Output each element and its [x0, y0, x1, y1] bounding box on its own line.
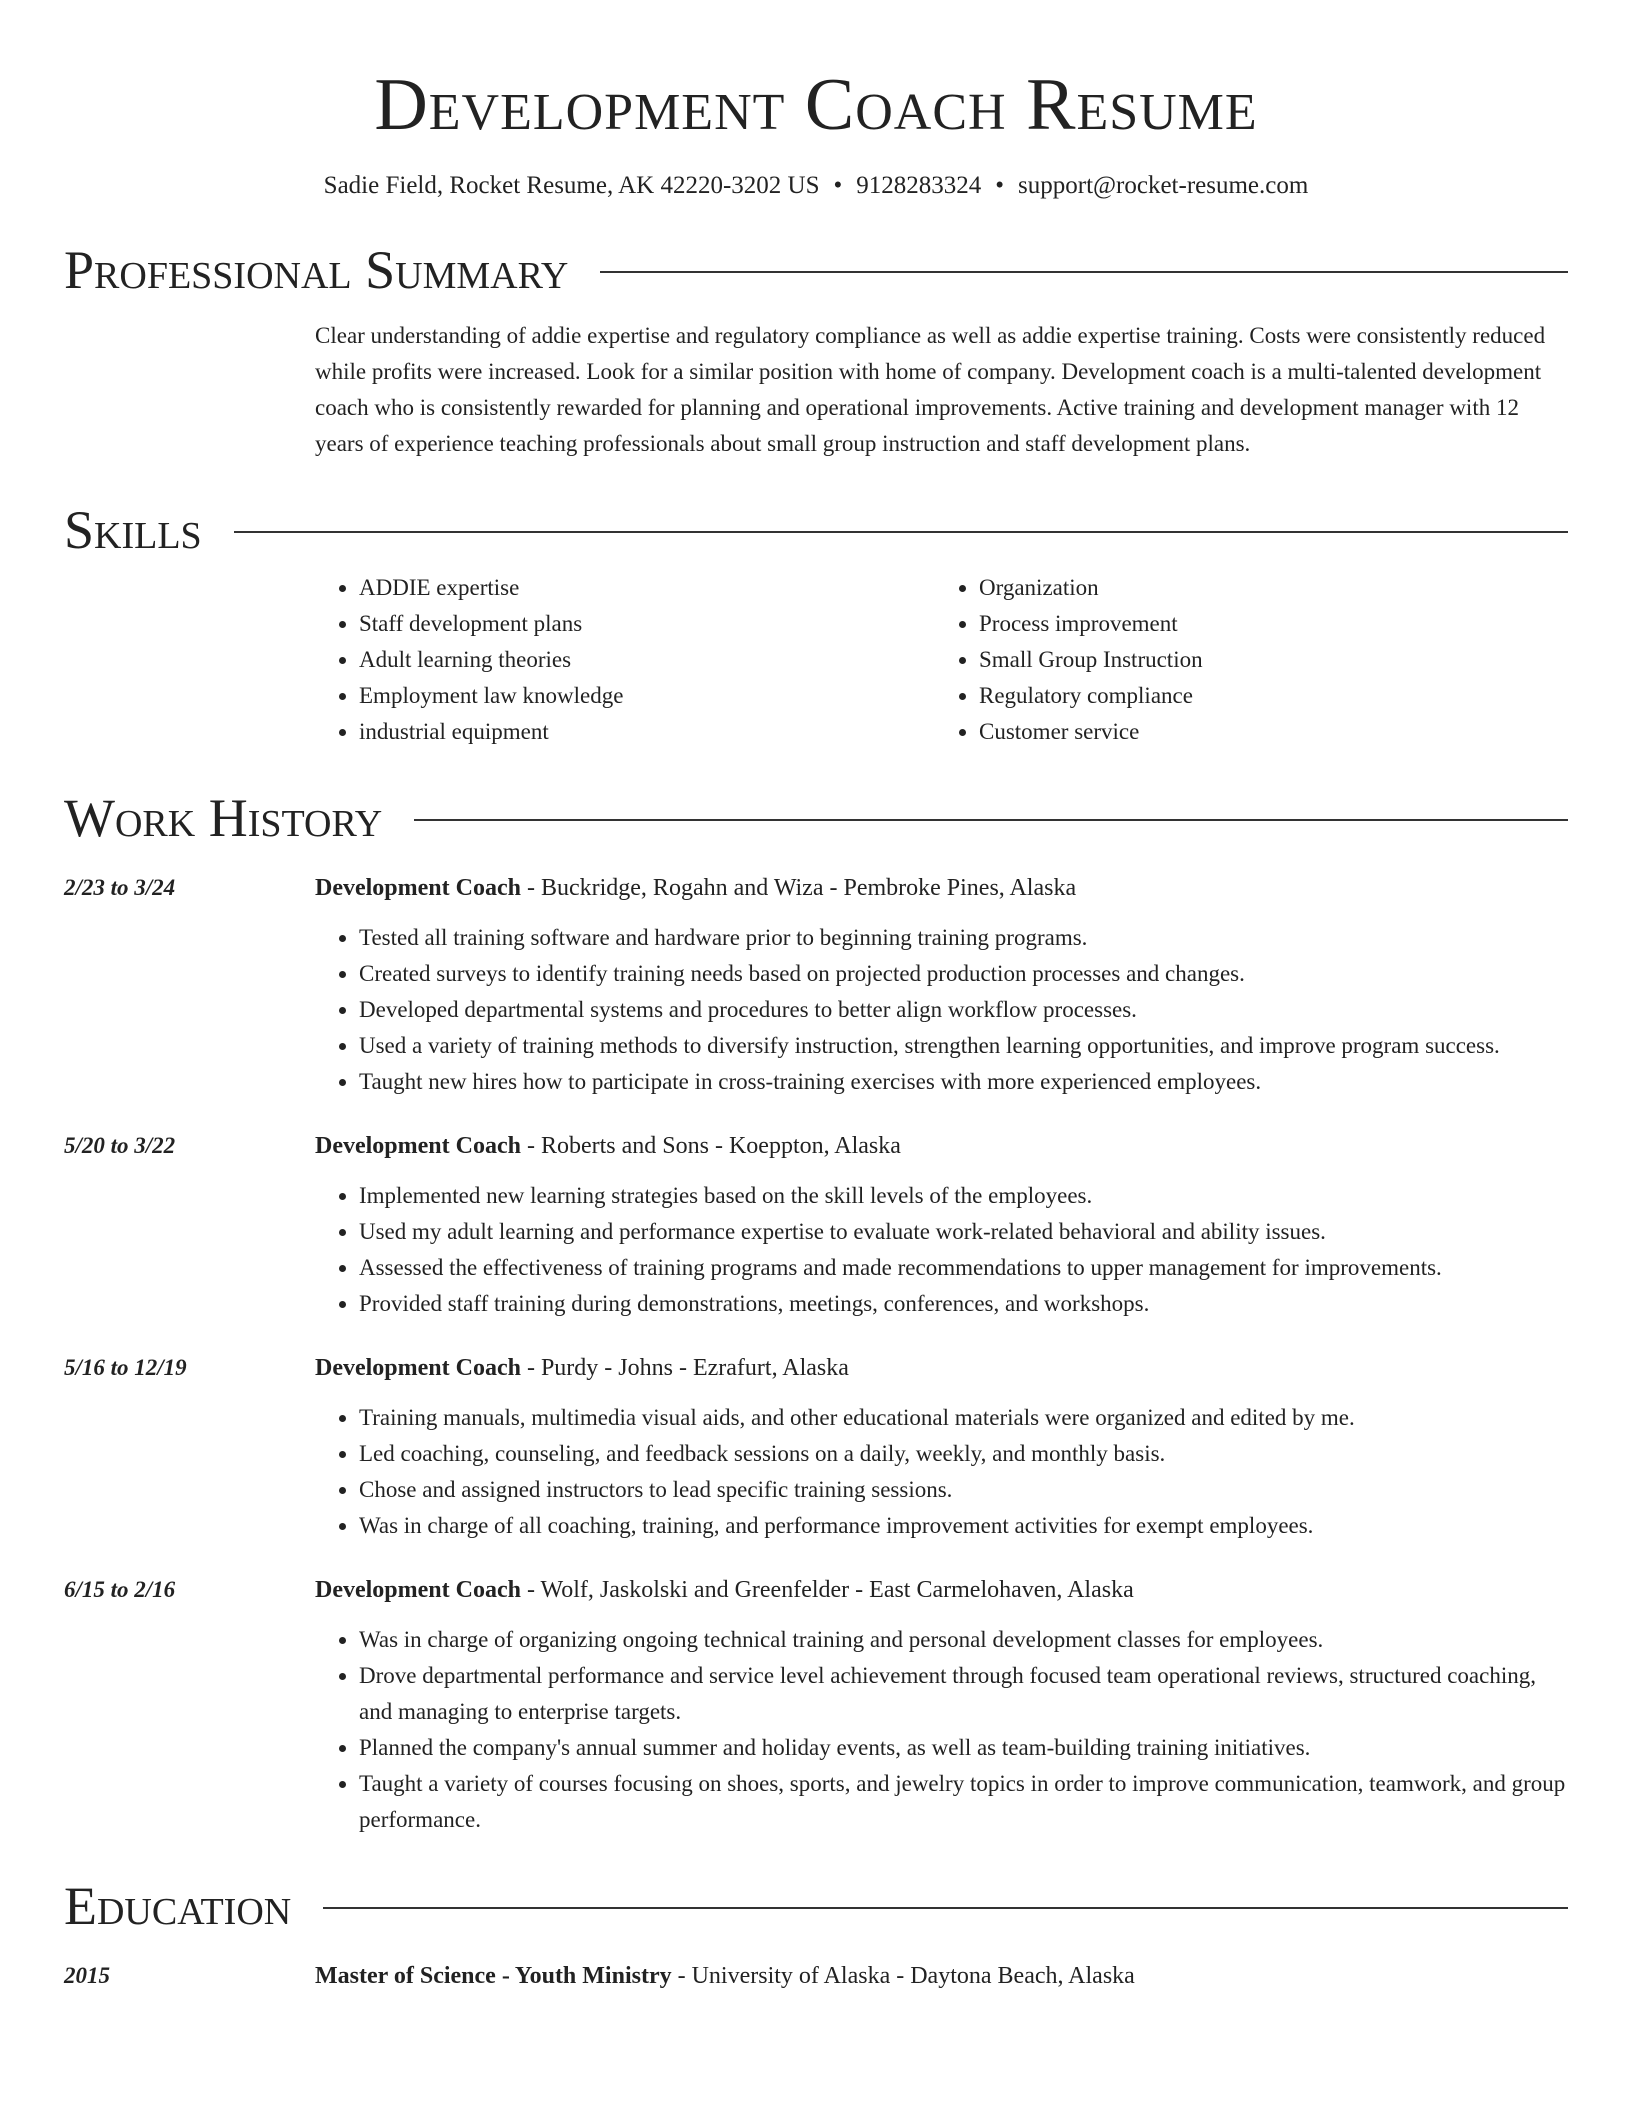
job-main	[315, 1572, 1568, 1838]
education-section-header	[64, 1876, 1568, 1936]
summary-section-header	[64, 240, 1568, 300]
job-bullet: • Assessed the effectiveness of training programs and made recommendations to upper management for improvements.	[359, 1250, 1568, 1286]
job-bullet: • Tested all training software and hardware prior to beginning training programs.	[359, 920, 1568, 956]
job-dates: 5/16 to 12/19	[64, 1355, 187, 1380]
job-bullet: • Chose and assigned instructors to lead specific training sessions.	[359, 1472, 1568, 1508]
job-employer: - Roberts and Sons - Koeppton, Alaska	[520, 1133, 901, 1159]
section-divider	[323, 1907, 1568, 1909]
job-role: Development Coach	[315, 1355, 521, 1381]
job-bullets	[315, 1400, 1568, 1544]
job-dates: 6/15 to 2/16	[64, 1577, 176, 1602]
section-divider	[600, 271, 1568, 273]
job-entry	[64, 870, 1568, 1100]
job-employer: - Purdy - Johns - Ezrafurt, Alaska	[520, 1355, 849, 1381]
job-entry	[64, 1128, 1568, 1322]
job-main	[315, 1128, 1568, 1322]
job-bullet: • Planned the company's annual summer and holiday events, as well as team-building training initiatives.	[359, 1730, 1568, 1766]
job-header	[315, 1572, 1568, 1608]
job-bullets	[315, 1178, 1568, 1322]
job-bullet: • Taught new hires how to participate in cross-training exercises with more experienced employees.	[359, 1064, 1568, 1100]
job-bullet: • Used a variety of training methods to diversify instruction, strengthen learning opportunities, and improve program success.	[359, 1028, 1568, 1064]
contact-address: Sadie Field, Rocket Resume, AK 42220-3202 US	[323, 172, 820, 199]
job-role: Development Coach	[315, 1577, 521, 1603]
skill-item: • Regulatory compliance	[979, 678, 1555, 714]
skill-item: • Small Group Instruction	[979, 642, 1555, 678]
skill-item: • industrial equipment	[359, 714, 935, 750]
skill-item: • Adult learning theories	[359, 642, 935, 678]
skills-list-left	[315, 570, 935, 750]
job-bullets	[315, 920, 1568, 1100]
job-main	[315, 870, 1568, 1100]
job-employer: - Buckridge, Rogahn and Wiza - Pembroke Pines, Alaska	[520, 875, 1077, 901]
skills-section-header	[64, 500, 1568, 560]
job-bullets	[315, 1622, 1568, 1838]
job-bullet: • Taught a variety of courses focusing on shoes, sports, and jewelry topics in order to improve communication, teamwork, and group performance.	[359, 1766, 1568, 1838]
job-role: Development Coach	[315, 1133, 521, 1159]
section-divider	[414, 819, 1568, 821]
job-bullet: • Led coaching, counseling, and feedback sessions on a daily, weekly, and monthly basis.	[359, 1436, 1568, 1472]
education-degree: Master of Science - Youth Ministry	[315, 1963, 672, 1989]
skill-item: • Customer service	[979, 714, 1555, 750]
job-entry	[64, 1350, 1568, 1544]
job-role: Development Coach	[315, 875, 521, 901]
job-bullet: • Provided staff training during demonstrations, meetings, conferences, and workshops.	[359, 1286, 1568, 1322]
job-bullet: • Was in charge of all coaching, training, and performance improvement activities for exempt employees.	[359, 1508, 1568, 1544]
contact-line	[64, 170, 1568, 202]
job-bullet: • Developed departmental systems and procedures to better align workflow processes.	[359, 992, 1568, 1028]
job-bullet: • Was in charge of organizing ongoing technical training and personal development classes for employees.	[359, 1622, 1568, 1658]
education-header	[315, 1958, 1568, 1994]
job-dates: 2/23 to 3/24	[64, 875, 176, 900]
education-year: 2015	[64, 1963, 110, 1988]
education-main	[315, 1958, 1568, 1994]
job-dates: 5/20 to 3/22	[64, 1133, 176, 1158]
education-school: - University of Alaska - Daytona Beach, Alaska	[671, 1963, 1135, 1989]
skill-item: • Staff development plans	[359, 606, 935, 642]
skills-list-right	[935, 570, 1555, 750]
education-entry	[64, 1958, 1568, 1994]
skills-columns	[315, 570, 1568, 750]
work-history	[64, 870, 1568, 1838]
resume-title: Development Coach Resume	[374, 64, 1258, 146]
contact-email: support@rocket-resume.com	[1018, 172, 1309, 199]
skills-body	[315, 570, 1568, 750]
contact-phone: 9128283324	[856, 172, 982, 199]
job-main	[315, 1350, 1568, 1544]
job-bullet: • Drove departmental performance and service level achievement through focused team operational reviews, structured coaching, and managing to enterprise targets.	[359, 1658, 1568, 1730]
summary-heading: Professional Summary	[64, 240, 569, 300]
skill-item: • Process improvement	[979, 606, 1555, 642]
section-divider	[234, 531, 1568, 533]
summary-body	[315, 318, 1568, 462]
job-header	[315, 1128, 1568, 1164]
work-section-header	[64, 788, 1568, 848]
job-employer: - Wolf, Jaskolski and Greenfelder - East Carmelohaven, Alaska	[520, 1577, 1134, 1603]
summary-text: Clear understanding of addie expertise and regulatory compliance as well as addie expertise training. Costs were consistently reduced while profits were increased. Look for a similar position with home of company. Development coach is a multi-talented development coach who is consistently rewarded for planning and operational improvements. Active training and development manager with 12 years of experience teaching professionals about small group instruction and staff development plans.	[315, 323, 1546, 456]
job-header	[315, 1350, 1568, 1386]
work-heading: Work History	[64, 788, 383, 848]
job-bullet: • Created surveys to identify training needs based on projected production processes and changes.	[359, 956, 1568, 992]
skill-item: • Employment law knowledge	[359, 678, 935, 714]
contact-separator: •	[995, 172, 1005, 199]
skills-heading: Skills	[64, 500, 202, 560]
job-header	[315, 870, 1568, 906]
job-entry	[64, 1572, 1568, 1838]
job-bullet: • Training manuals, multimedia visual aids, and other educational materials were organized and edited by me.	[359, 1400, 1568, 1436]
contact-separator: •	[833, 172, 843, 199]
education-heading: Education	[64, 1876, 292, 1936]
skill-item: • Organization	[979, 570, 1555, 606]
skill-item: • ADDIE expertise	[359, 570, 935, 606]
job-bullet: • Used my adult learning and performance expertise to evaluate work-related behavioral and ability issues.	[359, 1214, 1568, 1250]
job-bullet: • Implemented new learning strategies based on the skill levels of the employees.	[359, 1178, 1568, 1214]
